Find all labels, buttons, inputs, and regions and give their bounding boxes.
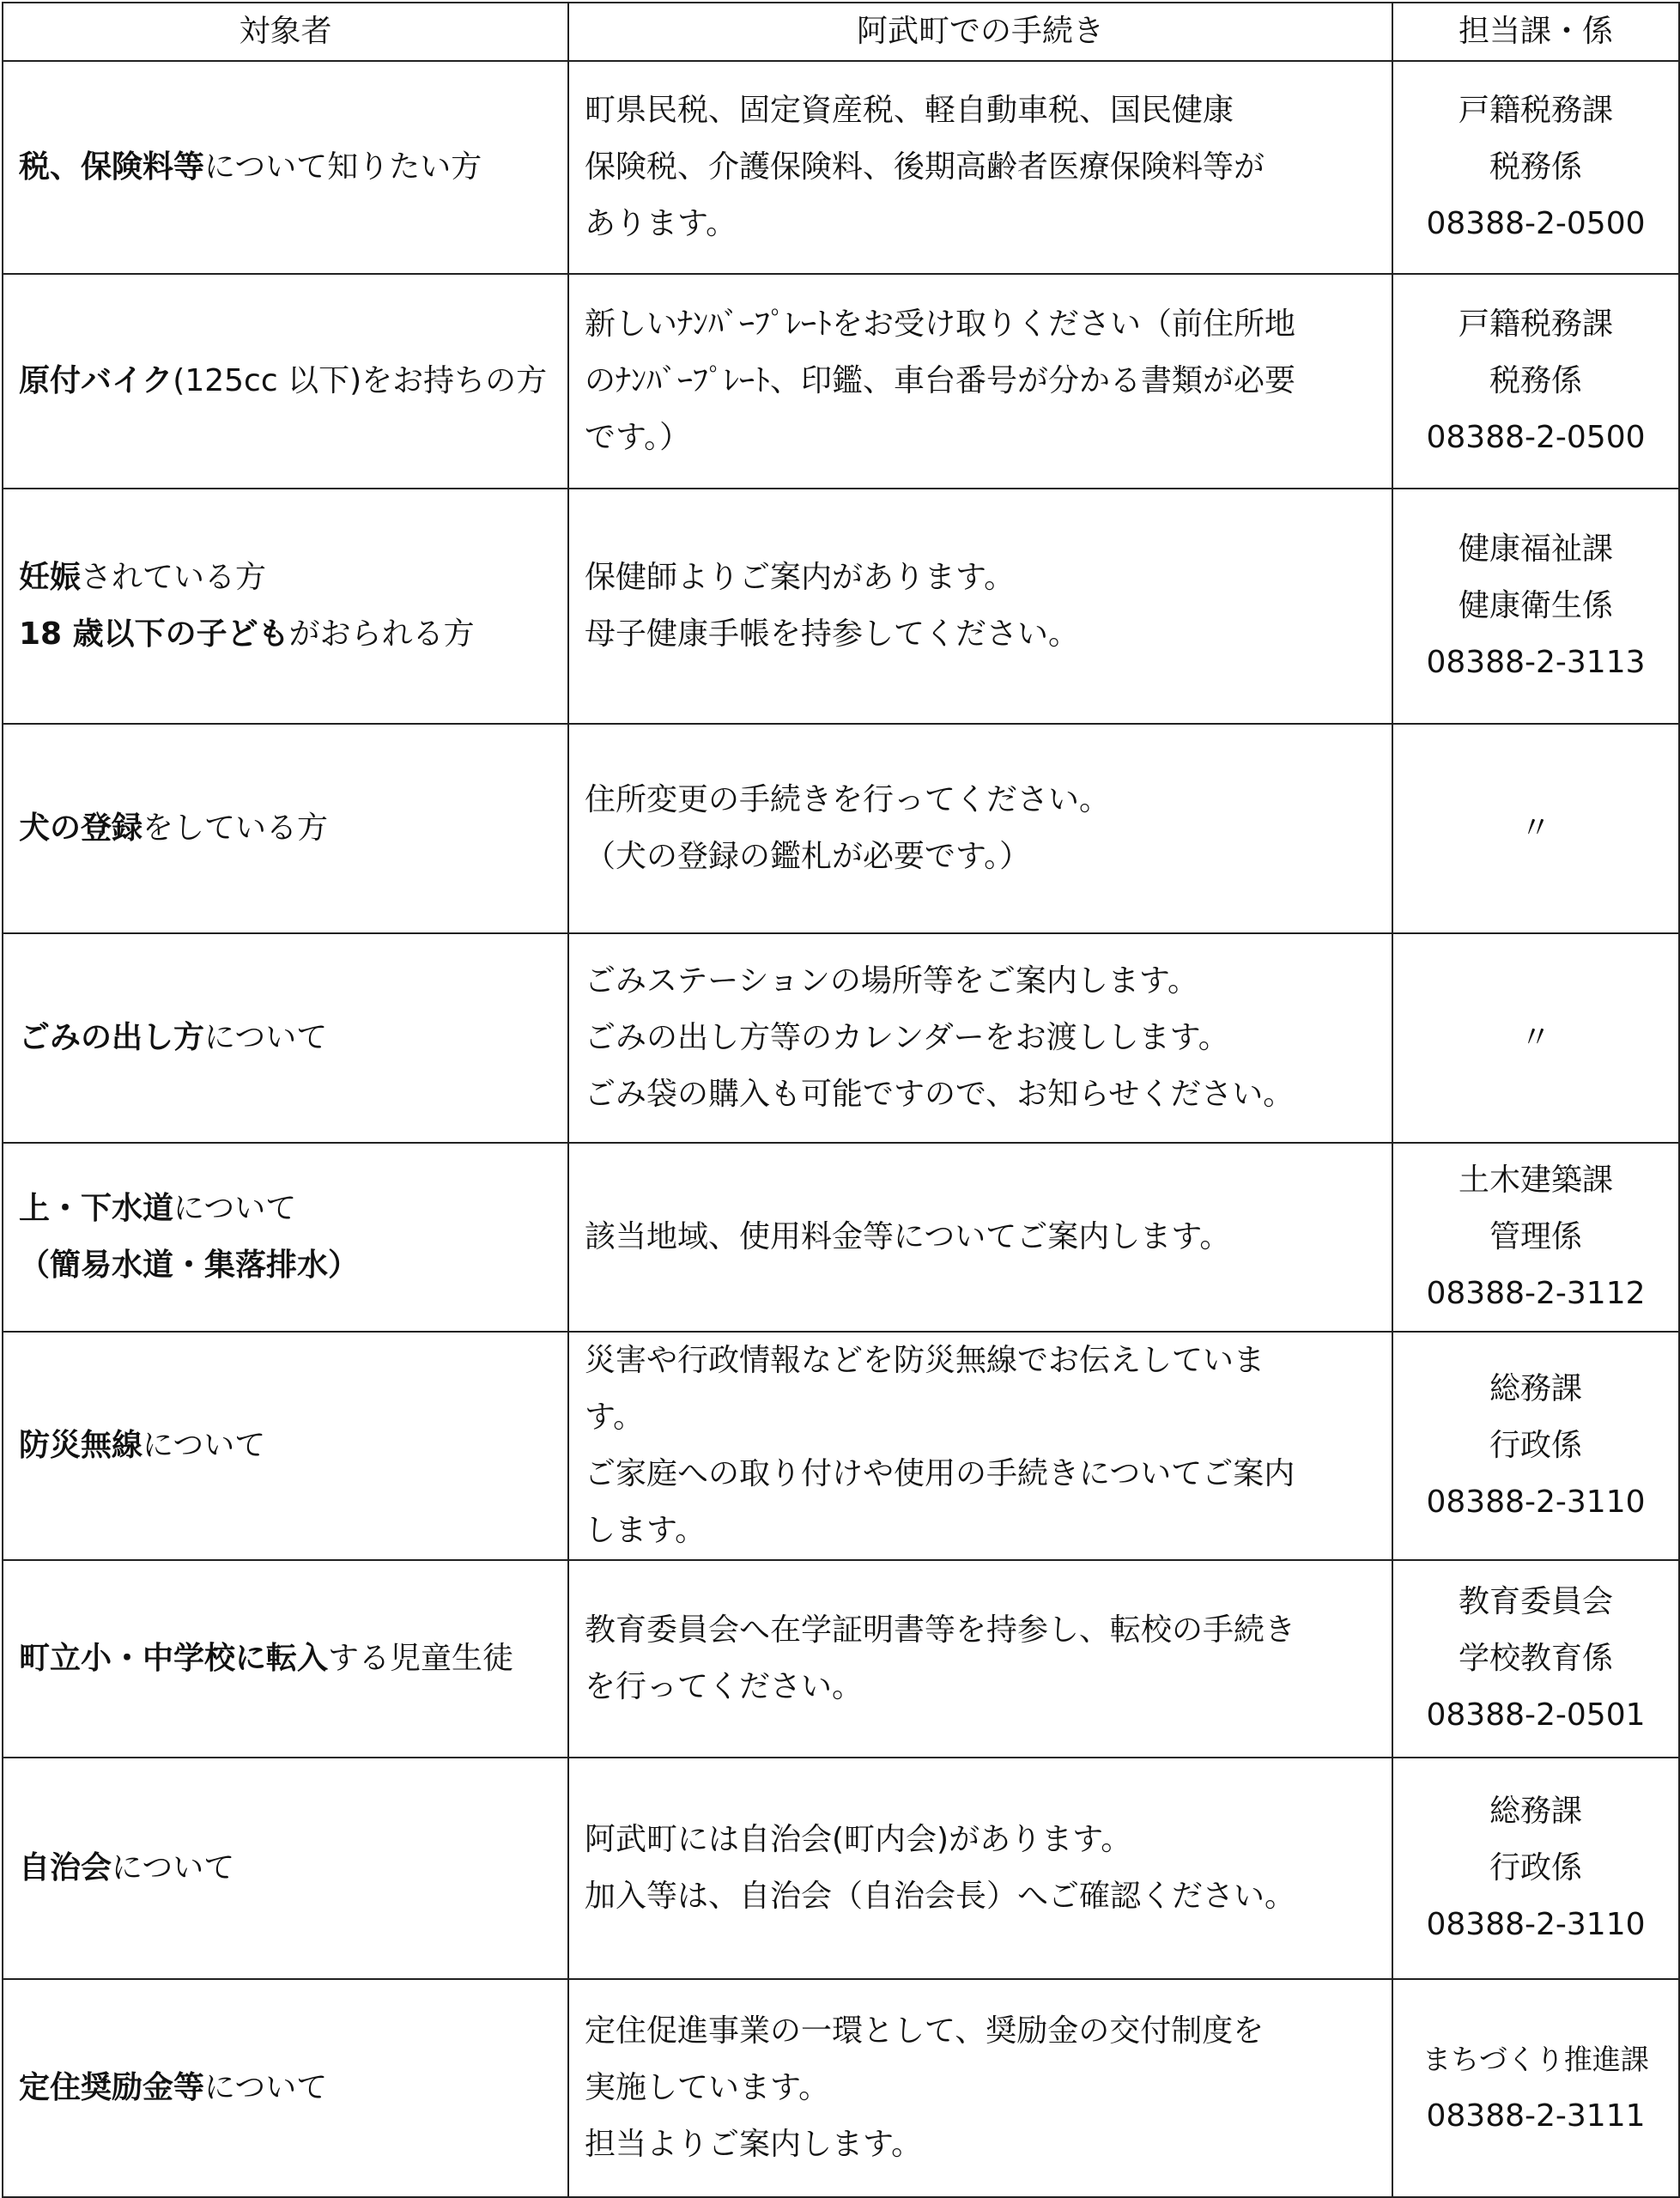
subject-cell: [3, 724, 568, 933]
subject-cell: [3, 933, 568, 1143]
department-name: 教育委員会: [1458, 1584, 1613, 1619]
subject-bold: 犬の登録: [19, 811, 143, 846]
procedure-line: を行ってください。: [585, 1669, 864, 1704]
procedure-line: ごみステーションの場所等をご案内します。: [585, 963, 1198, 999]
procedure-cell: [568, 61, 1392, 274]
department-name: 戸籍税務課: [1458, 93, 1613, 128]
subject-cell: [3, 1979, 568, 2197]
procedure-line: 保健師よりご案内があります。: [585, 560, 1016, 595]
phone-number: 08388-2-3113: [1426, 645, 1646, 680]
subject-bold: 防災無線: [19, 1428, 143, 1463]
department-cell: [1392, 1979, 1679, 2197]
subject-rest: されている方: [81, 560, 267, 595]
subject-bold: 妊娠: [19, 560, 82, 595]
subject-cell: [3, 274, 568, 489]
procedure-line: 住所変更の手続きを行ってください。: [585, 782, 1111, 817]
subject-cell: [3, 1560, 568, 1758]
procedure-line: ごみの出し方等のカレンダーをお渡しします。: [585, 1020, 1229, 1055]
phone-number: 08388-2-3110: [1426, 1907, 1646, 1942]
subject-line: [19, 1237, 552, 1294]
table-row: [3, 724, 1679, 933]
phone-number: 08388-2-0500: [1426, 206, 1646, 241]
subject-bold: （簡易水道・集落排水）: [19, 1248, 360, 1283]
procedure-line: ご家庭への取り付けや使用の手続きについてご案内: [585, 1456, 1295, 1491]
subject-bold: 町立小・中学校に転入: [19, 1641, 329, 1676]
department-name: 総務課: [1489, 1794, 1582, 1829]
procedure-line: 新しいﾅﾝﾊﾞｰﾌﾟﾚｰﾄをお受け取りください（前住所地: [585, 307, 1296, 342]
subject-bold: 税、保険料等: [19, 149, 205, 185]
department-name: 戸籍税務課: [1458, 307, 1613, 342]
subject-cell: [3, 1332, 568, 1560]
section-name: 管理係: [1489, 1219, 1582, 1254]
table-row: [3, 1758, 1679, 1979]
procedure-line: 母子健康手帳を持参してください。: [585, 616, 1080, 652]
procedure-line: （犬の登録の鑑札が必要です。）: [585, 839, 1031, 874]
procedure-line: 加入等は、自治会（自治会長）へご確認ください。: [585, 1879, 1296, 1914]
department-cell: [1392, 1560, 1679, 1758]
subject-bold: 定住奨励金等: [19, 2070, 205, 2105]
procedure-line: 災害や行政情報などを防災無線でお伝えしていま: [585, 1343, 1265, 1378]
subject-rest: する児童生徒: [328, 1641, 514, 1676]
department-cell: [1392, 274, 1679, 489]
department-cell: [1392, 1332, 1679, 1560]
department-cell: [1392, 724, 1679, 933]
subject-rest: について: [173, 1191, 297, 1226]
section-name: 行政係: [1489, 1428, 1582, 1463]
subject-bold: 上・下水道: [19, 1191, 174, 1226]
subject-line: [19, 550, 552, 606]
procedure-cell: [568, 489, 1392, 724]
phone-number: 08388-2-3111: [1426, 2098, 1646, 2134]
department-cell: [1392, 61, 1679, 274]
subject-rest: について知りたい方: [204, 149, 482, 185]
header-subject: 対象者: [3, 3, 568, 61]
procedure-line: 保険税、介護保険料、後期高齢者医療保険料等が: [585, 149, 1265, 185]
subject-rest: について: [112, 1850, 235, 1885]
table-row: [3, 1979, 1679, 2197]
subject-rest: について: [204, 2070, 328, 2105]
procedure-line: あります。: [585, 206, 737, 241]
header-procedure: 阿武町での手続き: [568, 3, 1392, 61]
procedure-cell: [568, 274, 1392, 489]
department-cell: [1392, 1143, 1679, 1332]
ditto-mark: 〃: [1519, 1020, 1551, 1055]
ditto-mark: 〃: [1519, 811, 1551, 846]
phone-number: 08388-2-0500: [1426, 420, 1646, 455]
section-name: 健康衛生係: [1458, 588, 1613, 623]
procedure-line: 町県民税、固定資産税、軽自動車税、国民健康: [585, 93, 1234, 128]
procedures-table: [2, 2, 1680, 2198]
header-department: 担当課・係: [1392, 3, 1679, 61]
subject-bold: 原付バイク: [19, 363, 173, 398]
department-name: 総務課: [1489, 1371, 1582, 1406]
subject-rest: をしている方: [143, 811, 329, 846]
procedure-line: 担当よりご案内します。: [585, 2127, 923, 2162]
subject-cell: [3, 489, 568, 724]
table-row: [3, 1143, 1679, 1332]
subject-rest: について: [143, 1428, 266, 1463]
subject-line: [19, 606, 552, 663]
subject-bold: 自治会: [19, 1850, 112, 1885]
department-cell: [1392, 1758, 1679, 1979]
procedure-line: ごみ袋の購入も可能ですので、お知らせください。: [585, 1077, 1295, 1112]
procedure-cell: [568, 1979, 1392, 2197]
department-name: まちづくり推進課: [1422, 2043, 1649, 2076]
section-name: 学校教育係: [1458, 1641, 1613, 1676]
section-name: 税務係: [1489, 363, 1582, 398]
subject-rest: (125cc 以下)をお持ちの方: [173, 363, 548, 398]
procedure-line: 定住促進事業の一環として、奨励金の交付制度を: [585, 2013, 1265, 2049]
subject-rest: について: [204, 1020, 328, 1055]
table-row: [3, 61, 1679, 274]
procedure-line: 実施しています。: [585, 2070, 830, 2105]
subject-cell: [3, 61, 568, 274]
procedure-cell: [568, 933, 1392, 1143]
table-row: [3, 489, 1679, 724]
procedure-line: です。）: [585, 420, 691, 455]
procedure-cell: [568, 1143, 1392, 1332]
table-row: [3, 274, 1679, 489]
procedure-line: す。: [585, 1400, 645, 1435]
header-row: [3, 3, 1679, 61]
subject-bold: 18 歳以下の子ども: [19, 616, 289, 652]
procedure-cell: [568, 1560, 1392, 1758]
phone-number: 08388-2-0501: [1426, 1697, 1646, 1733]
procedure-line: 該当地域、使用料金等についてご案内します。: [585, 1219, 1231, 1254]
subject-cell: [3, 1758, 568, 1979]
department-name: 土木建築課: [1458, 1163, 1613, 1198]
procedure-cell: [568, 1758, 1392, 1979]
table-row: [3, 1560, 1679, 1758]
subject-cell: [3, 1143, 568, 1332]
table-row: [3, 1332, 1679, 1560]
department-name: 健康福祉課: [1458, 531, 1613, 567]
department-cell: [1392, 489, 1679, 724]
subject-line: [19, 1181, 552, 1237]
procedure-line: のﾅﾝﾊﾞｰﾌﾟﾚｰﾄ、印鑑、車台番号が分かる書類が必要: [585, 363, 1296, 398]
phone-number: 08388-2-3112: [1426, 1276, 1646, 1311]
section-name: 税務係: [1489, 149, 1582, 185]
table-row: [3, 933, 1679, 1143]
procedure-cell: [568, 1332, 1392, 1560]
section-name: 行政係: [1489, 1850, 1582, 1885]
procedure-line: します。: [585, 1513, 707, 1548]
procedure-line: 阿武町には自治会(町内会)があります。: [585, 1822, 1132, 1857]
subject-bold: ごみの出し方: [19, 1020, 205, 1055]
phone-number: 08388-2-3110: [1426, 1485, 1646, 1520]
procedure-cell: [568, 724, 1392, 933]
procedure-line: 教育委員会へ在学証明書等を持参し、転校の手続き: [585, 1612, 1296, 1648]
department-cell: [1392, 933, 1679, 1143]
subject-rest: がおられる方: [288, 616, 475, 652]
